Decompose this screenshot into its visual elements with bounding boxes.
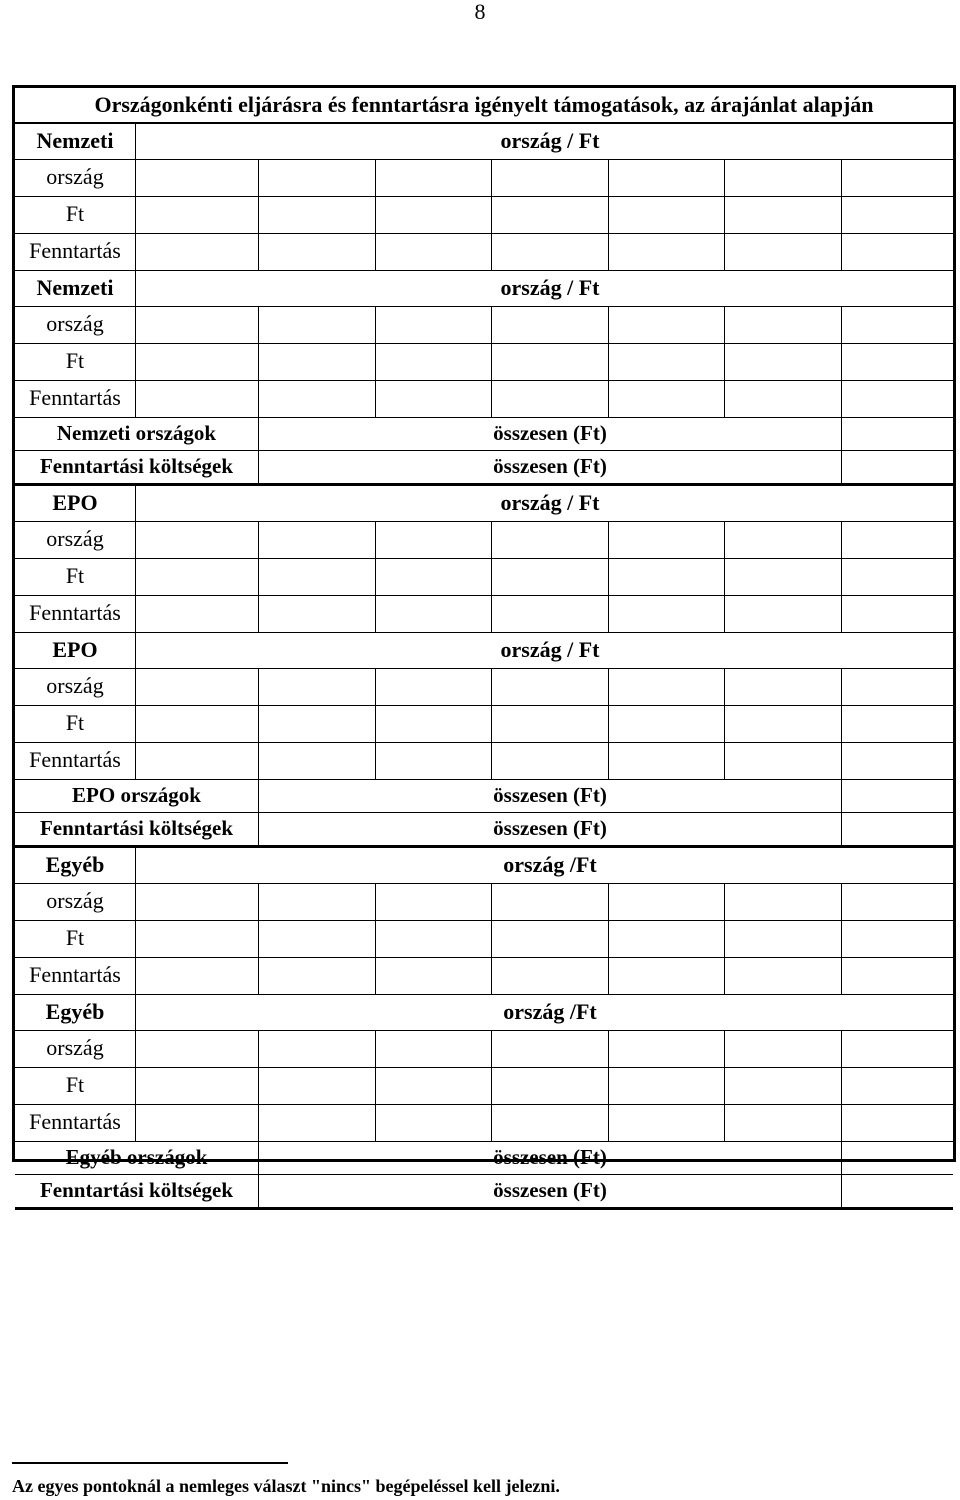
total-input-cell[interactable] (842, 1175, 953, 1207)
row-label: Fenntartás (29, 600, 121, 625)
input-cell[interactable] (842, 1031, 953, 1067)
block-head-label: EPO (52, 637, 98, 662)
input-cell[interactable] (609, 344, 724, 380)
table-row (15, 160, 953, 197)
footnote-rule (12, 1462, 288, 1464)
row-label: Ft (65, 925, 85, 950)
block-head-unit: ország / Ft (500, 275, 600, 300)
total-input-cell[interactable] (842, 418, 953, 450)
input-cell[interactable] (136, 958, 258, 994)
block-head-label: Egyéb (45, 999, 105, 1024)
block-head-unit: ország / Ft (500, 637, 600, 662)
input-cell[interactable] (609, 559, 724, 595)
input-cell[interactable] (609, 197, 724, 233)
row-label: Ft (65, 201, 85, 226)
summary-value-label: összesen (Ft) (493, 454, 607, 478)
input-cell[interactable] (492, 596, 608, 632)
input-cell[interactable] (376, 1105, 491, 1141)
input-cell[interactable] (725, 669, 841, 705)
summary-row (15, 1175, 953, 1210)
input-cell[interactable] (609, 596, 724, 632)
input-cell[interactable] (259, 522, 375, 558)
table-row (15, 706, 953, 743)
input-cell[interactable] (725, 160, 841, 196)
input-cell[interactable] (842, 1068, 953, 1104)
input-cell[interactable] (376, 884, 491, 920)
input-cell[interactable] (609, 522, 724, 558)
input-cell[interactable] (136, 1068, 258, 1104)
input-cell[interactable] (842, 234, 953, 270)
row-label: ország (46, 673, 104, 698)
input-cell[interactable] (725, 958, 841, 994)
input-cell[interactable] (609, 234, 724, 270)
table-row (15, 884, 953, 921)
total-input-cell[interactable] (842, 813, 953, 845)
input-cell[interactable] (725, 559, 841, 595)
input-cell[interactable] (376, 596, 491, 632)
summary-label: Egyéb országok (65, 1145, 208, 1169)
input-cell[interactable] (376, 234, 491, 270)
summary-label: Nemzeti országok (56, 421, 217, 445)
input-cell[interactable] (376, 522, 491, 558)
input-cell[interactable] (259, 1068, 375, 1104)
input-cell[interactable] (259, 958, 375, 994)
table-row (15, 234, 953, 271)
input-cell[interactable] (725, 921, 841, 957)
row-label: Ft (65, 1072, 85, 1097)
input-cell[interactable] (492, 307, 608, 343)
input-cell[interactable] (842, 522, 953, 558)
block-head-unit: ország /Ft (503, 852, 597, 877)
summary-label: EPO országok (72, 783, 201, 807)
summary-label: Fenntartási költségek (39, 1178, 234, 1202)
summary-row (15, 418, 953, 451)
input-cell[interactable] (725, 1105, 841, 1141)
row-label: Fenntartás (29, 962, 121, 987)
input-cell[interactable] (609, 307, 724, 343)
input-cell[interactable] (725, 197, 841, 233)
input-cell[interactable] (492, 958, 608, 994)
row-label: ország (46, 888, 104, 913)
input-cell[interactable] (609, 1068, 724, 1104)
input-cell[interactable] (842, 344, 953, 380)
support-request-table (12, 85, 956, 1202)
input-cell[interactable] (259, 1105, 375, 1141)
input-cell[interactable] (136, 559, 258, 595)
input-cell[interactable] (492, 706, 608, 742)
input-cell[interactable] (259, 234, 375, 270)
table-title: Országonkénti eljárásra és fenntartásra igényelt támogatások, az árajánlat alapján (94, 92, 874, 117)
input-cell[interactable] (376, 1031, 491, 1067)
input-cell[interactable] (136, 669, 258, 705)
input-cell[interactable] (842, 706, 953, 742)
table-title-row (15, 88, 953, 124)
table-row (15, 559, 953, 596)
total-input-cell[interactable] (842, 451, 953, 483)
input-cell[interactable] (842, 743, 953, 779)
summary-label: Fenntartási költségek (39, 454, 234, 478)
table-row (15, 522, 953, 559)
input-cell[interactable] (492, 381, 608, 417)
input-cell[interactable] (136, 706, 258, 742)
input-cell[interactable] (725, 522, 841, 558)
input-cell[interactable] (136, 234, 258, 270)
input-cell[interactable] (259, 706, 375, 742)
input-cell[interactable] (259, 921, 375, 957)
input-cell[interactable] (376, 344, 491, 380)
input-cell[interactable] (609, 669, 724, 705)
summary-label: Fenntartási költségek (39, 816, 234, 840)
input-cell[interactable] (842, 958, 953, 994)
input-cell[interactable] (259, 197, 375, 233)
input-cell[interactable] (842, 307, 953, 343)
summary-row (15, 813, 953, 848)
summary-value-label: összesen (Ft) (493, 783, 607, 807)
input-cell[interactable] (725, 743, 841, 779)
input-cell[interactable] (492, 522, 608, 558)
block-head-label: Nemzeti (36, 275, 114, 300)
input-cell[interactable] (492, 921, 608, 957)
input-cell[interactable] (136, 307, 258, 343)
input-cell[interactable] (842, 921, 953, 957)
row-label: ország (46, 164, 104, 189)
input-cell[interactable] (725, 706, 841, 742)
input-cell[interactable] (136, 743, 258, 779)
input-cell[interactable] (376, 160, 491, 196)
table-row (15, 958, 953, 995)
block-head-unit: ország / Ft (500, 490, 600, 515)
summary-row (15, 1142, 953, 1175)
input-cell[interactable] (376, 743, 491, 779)
table-row (15, 307, 953, 344)
block-head-row (15, 848, 953, 884)
input-cell[interactable] (136, 522, 258, 558)
input-cell[interactable] (259, 884, 375, 920)
input-cell[interactable] (376, 197, 491, 233)
input-cell[interactable] (259, 743, 375, 779)
input-cell[interactable] (842, 160, 953, 196)
block-head-label: Egyéb (45, 852, 105, 877)
input-cell[interactable] (259, 381, 375, 417)
input-cell[interactable] (136, 596, 258, 632)
input-cell[interactable] (259, 596, 375, 632)
total-input-cell[interactable] (842, 780, 953, 812)
input-cell[interactable] (136, 921, 258, 957)
input-cell[interactable] (609, 160, 724, 196)
block-head-label: Nemzeti (36, 128, 114, 153)
input-cell[interactable] (492, 1068, 608, 1104)
block-head-unit: ország / Ft (500, 128, 600, 153)
input-cell[interactable] (725, 344, 841, 380)
input-cell[interactable] (492, 884, 608, 920)
input-cell[interactable] (259, 344, 375, 380)
input-cell[interactable] (609, 1031, 724, 1067)
block-head-row (15, 633, 953, 669)
input-cell[interactable] (842, 197, 953, 233)
page-number: 8 (474, 0, 486, 24)
input-cell[interactable] (376, 307, 491, 343)
input-cell[interactable] (725, 884, 841, 920)
block-head-row (15, 271, 953, 307)
block-head-row (15, 486, 953, 522)
input-cell[interactable] (842, 1105, 953, 1141)
input-cell[interactable] (725, 381, 841, 417)
input-cell[interactable] (609, 706, 724, 742)
input-cell[interactable] (725, 596, 841, 632)
table-row (15, 1105, 953, 1142)
input-cell[interactable] (725, 1068, 841, 1104)
table-row (15, 344, 953, 381)
input-cell[interactable] (609, 743, 724, 779)
block-head-row (15, 995, 953, 1031)
input-cell[interactable] (492, 559, 608, 595)
input-cell[interactable] (136, 344, 258, 380)
input-cell[interactable] (376, 706, 491, 742)
input-cell[interactable] (725, 1031, 841, 1067)
table-row (15, 921, 953, 958)
row-label: Ft (65, 710, 85, 735)
input-cell[interactable] (259, 1031, 375, 1067)
row-label: Ft (65, 563, 85, 588)
input-cell[interactable] (259, 160, 375, 196)
summary-row (15, 451, 953, 486)
input-cell[interactable] (492, 669, 608, 705)
summary-value-label: összesen (Ft) (493, 816, 607, 840)
input-cell[interactable] (842, 596, 953, 632)
input-cell[interactable] (376, 669, 491, 705)
input-cell[interactable] (609, 884, 724, 920)
row-label: Fenntartás (29, 238, 121, 263)
total-input-cell[interactable] (842, 1142, 953, 1174)
input-cell[interactable] (376, 559, 491, 595)
input-cell[interactable] (136, 197, 258, 233)
input-cell[interactable] (136, 381, 258, 417)
block-head-label: EPO (52, 490, 98, 515)
row-label: Fenntartás (29, 1109, 121, 1134)
input-cell[interactable] (492, 234, 608, 270)
input-cell[interactable] (376, 958, 491, 994)
input-cell[interactable] (259, 559, 375, 595)
footnote: Az egyes pontoknál a nemleges választ "nincs" begépeléssel kell jelezni. (12, 1476, 560, 1496)
table-row (15, 743, 953, 780)
row-label: Fenntartás (29, 385, 121, 410)
input-cell[interactable] (136, 160, 258, 196)
input-cell[interactable] (725, 234, 841, 270)
input-cell[interactable] (842, 381, 953, 417)
block-head-row (15, 124, 953, 160)
input-cell[interactable] (842, 669, 953, 705)
summary-row (15, 780, 953, 813)
input-cell[interactable] (376, 921, 491, 957)
table-row (15, 197, 953, 234)
input-cell[interactable] (609, 381, 724, 417)
row-label: ország (46, 311, 104, 336)
input-cell[interactable] (136, 1031, 258, 1067)
input-cell[interactable] (725, 307, 841, 343)
table-row (15, 1031, 953, 1068)
input-cell[interactable] (259, 669, 375, 705)
block-head-unit: ország /Ft (503, 999, 597, 1024)
input-cell[interactable] (609, 1105, 724, 1141)
input-cell[interactable] (492, 1105, 608, 1141)
input-cell[interactable] (842, 884, 953, 920)
input-cell[interactable] (492, 197, 608, 233)
input-cell[interactable] (136, 884, 258, 920)
row-label: Fenntartás (29, 747, 121, 772)
input-cell[interactable] (842, 559, 953, 595)
input-cell[interactable] (259, 307, 375, 343)
summary-value-label: összesen (Ft) (493, 421, 607, 445)
input-cell[interactable] (492, 344, 608, 380)
summary-value-label: összesen (Ft) (493, 1145, 607, 1169)
row-label: Ft (65, 348, 85, 373)
input-cell[interactable] (136, 1105, 258, 1141)
input-cell[interactable] (492, 160, 608, 196)
input-cell[interactable] (609, 921, 724, 957)
input-cell[interactable] (609, 958, 724, 994)
summary-value-label: összesen (Ft) (493, 1178, 607, 1202)
table-row (15, 381, 953, 418)
input-cell[interactable] (492, 1031, 608, 1067)
table-row (15, 596, 953, 633)
table-row (15, 1068, 953, 1105)
input-cell[interactable] (492, 743, 608, 779)
row-label: ország (46, 526, 104, 551)
input-cell[interactable] (376, 1068, 491, 1104)
table-row (15, 669, 953, 706)
row-label: ország (46, 1035, 104, 1060)
input-cell[interactable] (376, 381, 491, 417)
